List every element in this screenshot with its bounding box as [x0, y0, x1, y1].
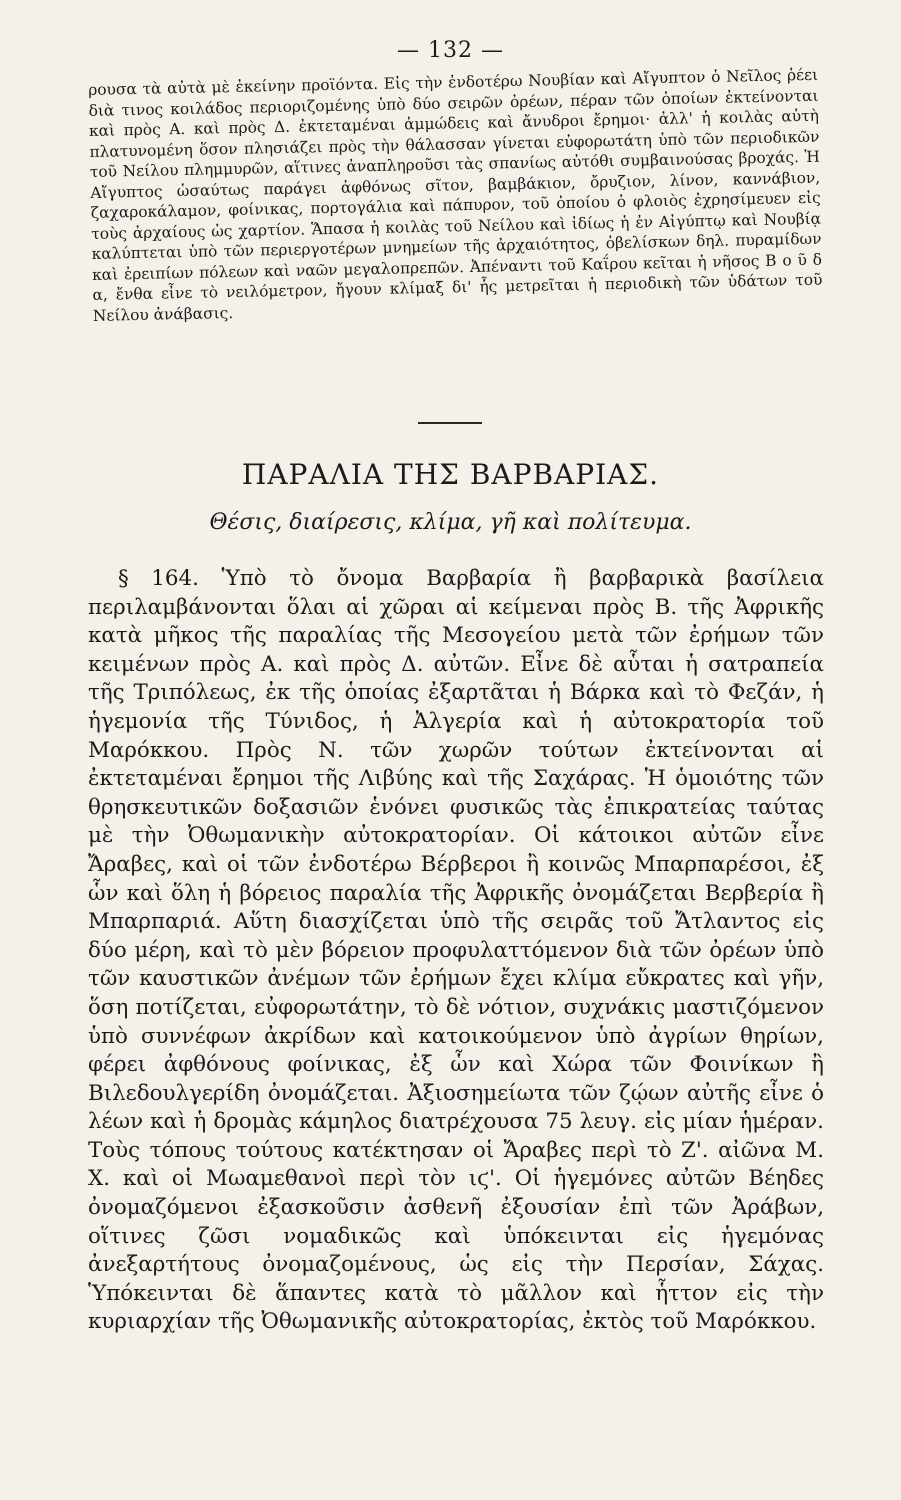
main-paragraph: [88, 565, 824, 1337]
continued-paragraph: [88, 65, 823, 326]
continued-paragraph-text: ρουσα τὰ αὐτὰ μὲ ἐκείνην προϊόντα. Εἰς τὴν ἐνδοτέρω Νουβίαν καὶ Αἴγυπτον ὁ Νεῖλος ῥέει διὰ τινος κοιλάδος περιοριζομένης ὑπὸ δύο σειρῶν ὀρέων, πέραν τῶν ὁποίων ἐκτείνονται καὶ πρὸς Α. καὶ πρὸς Δ. ἐκτεταμέναι ἀμμώδεις καὶ ἄνυδροι ἔρημοι· ἀλλ' ἡ κοιλὰς αὐτὴ πλατυνομένη ὅσον πλησιάζει πρὸς τὴν θάλασσαν γίνεται εὐφορωτάτη ὑπὸ τῶν περιοδικῶν τοῦ Νείλου πλημμυρῶν, αἵτινες ἀναπληροῦσι τὰς σπανίως αὐτόθι συμβαινούσας βροχάς. Ἡ Αἴγυπτος ὡσαύτως παράγει ἀφθόνως σῖτον, βαμβάκιον, ὄρυζιον, λίνον, καννάβιον, ζαχαροκάλαμον, φοίνικας, πορτογάλια καὶ πάπυρον, τοῦ ὁποίου ὁ φλοιὸς ἐχρησίμευεν εἰς τοὺς ἀρχαίους ὡς χαρτίον. Ἅπασα ἡ κοιλὰς τοῦ Νείλου καὶ ἰδίως ἡ ἐν Αἰγύπτῳ καὶ Νουβίᾳ καλύπτεται ὑπὸ τῶν περιεργοτέρων μνημείων τῆς ἀρχαιότητος, ὀβελίσκων δηλ. πυραμίδων καὶ ἐρειπίων πόλεων καὶ ναῶν μεγαλοπρεπῶν. Ἀπέναντι τοῦ Καΐρου κεῖται ἡ νῆσος Β ο ῦ δ α, ἔνθα εἶνε τὸ νειλόμετρον, ἤγουν κλίμαξ δι' ἧς μετρεῖται ἡ περιοδικὴ τῶν ὑδάτων τοῦ Νείλου ἀνάβασις.: [88, 65, 823, 325]
section-subtitle: Θέσις, διαίρεσις, κλίμα, γῆ καὶ πολίτευμα.: [209, 510, 692, 535]
page-number: — 132 —: [397, 38, 504, 63]
section-divider: [418, 422, 482, 424]
section-title: ΠΑΡΑΛΙΑ ΤΗΣ ΒΑΡΒΑΡΙΑΣ.: [241, 458, 660, 491]
main-paragraph-text: § 164. Ὑπὸ τὸ ὄνομα Βαρβαρία ἢ βαρβαρικὰ βασίλεια περιλαμβάνονται ὅλαι αἱ χῶραι αἱ κείμεναι πρὸς Β. τῆς Ἀφρικῆς κατὰ μῆκος τῆς παραλίας τῆς Μεσογείου μετὰ τῶν ἐρήμων τῶν κειμένων πρὸς Α. καὶ πρὸς Δ. αὐτῶν. Εἶνε δὲ αὗται ἡ σατραπεία τῆς Τριπόλεως, ἐκ τῆς ὁποίας ἐξαρτᾶται ἡ Βάρκα καὶ τὸ Φεζάν, ἡ ἡγεμονία τῆς Τύνιδος, ἡ Ἀλγερία καὶ ἡ αὐτοκρατορία τοῦ Μαρόκκου. Πρὸς Ν. τῶν χωρῶν τούτων ἐκτείνονται αἱ ἐκτεταμέναι ἔρημοι τῆς Λιβύης καὶ τῆς Σαχάρας. Ἡ ὁμοιότης τῶν θρησκευτικῶν δοξασιῶν ἑνόνει φυσικῶς τὰς ἐπικρατείας ταύτας μὲ τὴν Ὀθωμανικὴν αὐτοκρατορίαν. Οἱ κάτοικοι αὐτῶν εἶνε Ἄραβες, καὶ οἱ τῶν ἐνδοτέρω Βέρβεροι ἢ κοινῶς Μπαρπαρέσοι, ἐξ ὧν καὶ ὅλη ἡ βόρειος παραλία τῆς Ἀφρικῆς ὀνομάζεται Βερβερία ἢ Μπαρπαριά. Αὕτη διασχίζεται ὑπὸ τῆς σειρᾶς τοῦ Ἄτλαντος εἰς δύο μέρη, καὶ τὸ μὲν βόρειον προφυλαττόμενον διὰ τῶν ὀρέων ὑπὸ τῶν καυστικῶν ἀνέμων τῶν ἐρήμων ἔχει κλίμα εὔκρατες καὶ γῆν, ὅση ποτίζεται, εὐφορωτάτην, τὸ δὲ νότιον, συχνάκις μαστιζόμενον ὑπὸ συννέφων ἀκρίδων καὶ κατοικούμενον ὑπὸ ἀγρίων θηρίων, φέρει ἀφθόνους φοίνικας, ἐξ ὧν καὶ Χώρα τῶν Φοινίκων ἢ Βιλεδουλγερίδη ὀνομάζεται. Ἀξιοσημείωτα τῶν ζῴων αὐτῆς εἶνε ὁ λέων καὶ ἡ δρομὰς κάμηλος διατρέχουσα 75 λευγ. εἰς μίαν ἡμέραν. Τοὺς τόπους τούτους κατέκτησαν οἱ Ἄραβες περὶ τὸ Ζ'. αἰῶνα Μ. Χ. καὶ οἱ Μωαμεθανοὶ περὶ τὸν ιϛ'. Οἱ ἡγεμόνες αὐτῶν Βέηδες ὀνομαζόμενοι ἐξασκοῦσιν ἀσθενῆ ἐξουσίαν ἐπὶ τῶν Ἀράβων, οἵτινες ζῶσι νομαδικῶς καὶ ὑπόκεινται εἰς ἡγεμόνας ἀνεξαρτήτους ὀνομαζομένους, ὡς εἰς τὴν Περσίαν, Σάχας. Ὑπόκεινται δὲ ἅπαντες κατὰ τὸ μᾶλλον καὶ ἧττον εἰς τὴν κυριαρχίαν τῆς Ὀθωμανικῆς αὐτοκρατορίας, ἐκτὸς τοῦ Μαρόκκου.: [88, 566, 824, 1335]
